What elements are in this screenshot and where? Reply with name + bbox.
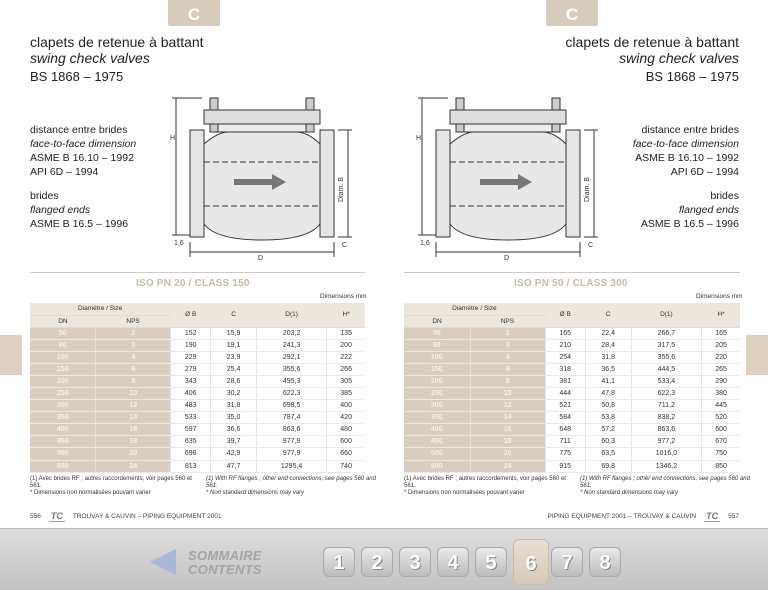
cell-nps: 14 (470, 412, 545, 424)
contents-label-en: CONTENTS (188, 562, 262, 577)
cell-c: 31,8 (211, 400, 257, 412)
cell-nps: 18 (470, 436, 545, 448)
cell-d: 787,4 (256, 412, 326, 424)
cell-c: 36,6 (211, 424, 257, 436)
cell-dn: 50 (30, 327, 96, 339)
cell-d: 622,3 (631, 387, 702, 399)
title-block (565, 34, 739, 85)
header-dn: DN (404, 315, 470, 327)
cell-dn: 450 (404, 436, 470, 448)
ends-en: flanged ends (30, 204, 91, 216)
chapter-button-4[interactable]: 4 (437, 547, 469, 577)
cell-h: 380 (702, 387, 740, 399)
cell-h: 740 (327, 460, 365, 472)
iso-class-title: ISO PN 50 / CLASS 300 (514, 278, 628, 289)
chapter-button-7[interactable]: 7 (551, 547, 583, 577)
cell-b: 533 (171, 412, 211, 424)
cell-nps: 4 (96, 351, 171, 363)
header-c: C (585, 303, 631, 327)
cell-c: 57,2 (585, 424, 631, 436)
tc-logo: TC (706, 511, 719, 521)
cell-c: 42,9 (211, 448, 257, 460)
cell-c: 15,9 (211, 327, 257, 339)
cell-nps: 3 (470, 339, 545, 351)
table-row (404, 363, 740, 375)
ftf-en: face-to-face dimension (30, 138, 137, 150)
cell-b: 343 (171, 375, 211, 387)
cell-dn: 600 (30, 460, 96, 472)
table-row (30, 363, 365, 375)
footer-text: TROUVAY & CAUVIN – PIPING EQUIPMENT 2001 (72, 513, 222, 520)
cell-d: 1295,4 (256, 460, 326, 472)
cell-nps: 12 (470, 400, 545, 412)
title-fr: clapets de retenue à battant (30, 34, 204, 50)
cell-b: 165 (545, 327, 585, 339)
cell-h: 200 (327, 339, 365, 351)
valve-drawing (168, 92, 358, 262)
cell-nps: 20 (96, 448, 171, 460)
cell-h: 600 (702, 424, 740, 436)
iso-class-title: ISO PN 20 / CLASS 150 (136, 278, 250, 289)
cell-h: 420 (327, 412, 365, 424)
valve-drawing (414, 92, 604, 262)
ftf-std2: API 6D – 1994 (670, 166, 739, 178)
side-index-tab (746, 335, 768, 375)
note-fr-2: * Dimensions non normalisées pouvant varier (404, 490, 525, 496)
cell-dn: 250 (404, 387, 470, 399)
cell-h: 222 (327, 351, 365, 363)
cell-dn: 80 (404, 339, 470, 351)
section-tab: C (546, 0, 598, 26)
cell-d: 977,9 (256, 436, 326, 448)
title-standard: BS 1868 – 1975 (645, 69, 739, 84)
table-row (30, 424, 365, 436)
cell-b: 444 (545, 387, 585, 399)
chapter-button-5[interactable]: 5 (475, 547, 507, 577)
chapter-button-8[interactable]: 8 (589, 547, 621, 577)
chapter-button-2[interactable]: 2 (361, 547, 393, 577)
table-row (30, 339, 365, 351)
dim-c-label: C (588, 242, 594, 249)
cell-nps: 8 (96, 375, 171, 387)
cell-dn: 150 (404, 363, 470, 375)
header-d: D(1) (631, 303, 702, 327)
table-row (30, 460, 365, 472)
cell-dn: 250 (30, 387, 96, 399)
cell-dn: 50 (404, 327, 470, 339)
cell-d: 1016,0 (631, 448, 702, 460)
cell-d: 711,2 (631, 400, 702, 412)
cell-b: 229 (171, 351, 211, 363)
table-row (30, 351, 365, 363)
cell-c: 53,8 (585, 412, 631, 424)
cell-h: 445 (702, 400, 740, 412)
right-page (384, 0, 768, 528)
cell-b: 406 (171, 387, 211, 399)
cell-nps: 16 (470, 424, 545, 436)
cell-c: 47,7 (211, 460, 257, 472)
cell-dn: 200 (404, 375, 470, 387)
side-index-tab (0, 335, 22, 375)
cell-b: 152 (171, 327, 211, 339)
cell-c: 69,8 (585, 460, 631, 472)
cell-b: 711 (545, 436, 585, 448)
dimension-table (30, 303, 365, 473)
cell-d: 977,2 (631, 436, 702, 448)
cell-nps: 6 (96, 363, 171, 375)
ftf-std2: API 6D – 1994 (30, 166, 99, 178)
chapter-navigation-bar (0, 528, 768, 590)
cell-h: 205 (702, 339, 740, 351)
page-number: 556 (30, 513, 41, 520)
title-block (30, 34, 204, 85)
cell-b: 648 (545, 424, 585, 436)
cell-b: 635 (171, 436, 211, 448)
cell-nps: 8 (470, 375, 545, 387)
ftf-fr: distance entre brides (30, 124, 128, 136)
cell-b: 698 (171, 448, 211, 460)
cell-d: 977,9 (256, 448, 326, 460)
title-en: swing check valves (619, 50, 739, 66)
page-footer (548, 511, 739, 522)
table-row (404, 460, 740, 472)
table-row (404, 436, 740, 448)
title-fr: clapets de retenue à battant (565, 34, 739, 50)
cell-c: 30,2 (211, 387, 257, 399)
cell-nps: 6 (470, 363, 545, 375)
cell-c: 39,7 (211, 436, 257, 448)
cell-h: 385 (327, 387, 365, 399)
cell-b: 813 (171, 460, 211, 472)
table-row (404, 412, 740, 424)
cell-b: 210 (545, 339, 585, 351)
back-arrow-icon[interactable] (150, 549, 176, 575)
title-standard: BS 1868 – 1975 (30, 69, 124, 84)
note-en-2: * Non standard dimensions may vary (580, 490, 679, 496)
cell-nps: 3 (96, 339, 171, 351)
table-row (30, 448, 365, 460)
cell-b: 483 (171, 400, 211, 412)
cell-dn: 150 (30, 363, 96, 375)
cell-h: 290 (702, 375, 740, 387)
cell-d: 355,6 (256, 363, 326, 375)
cell-b: 521 (545, 400, 585, 412)
section-divider (404, 272, 740, 273)
page-number: 557 (728, 513, 739, 520)
ends-fr: brides (30, 190, 59, 202)
spec-block (30, 123, 136, 231)
header-h: H* (702, 303, 740, 327)
cell-d: 533,4 (631, 375, 702, 387)
dimension-table (404, 303, 740, 473)
footer-text: PIPING EQUIPMENT 2001 – TROUVAY & CAUVIN (547, 513, 697, 520)
table-row (404, 339, 740, 351)
table-row (30, 387, 365, 399)
cell-dn: 500 (404, 448, 470, 460)
cell-c: 47,8 (585, 387, 631, 399)
cell-d: 863,6 (631, 424, 702, 436)
header-d: D(1) (256, 303, 326, 327)
cell-dn: 350 (404, 412, 470, 424)
cell-h: 305 (327, 375, 365, 387)
cell-d: 292,1 (256, 351, 326, 363)
chapter-button-1[interactable]: 1 (323, 547, 355, 577)
cell-b: 254 (545, 351, 585, 363)
section-divider (30, 272, 365, 273)
table-row (404, 400, 740, 412)
dim-flange-label: 1,6 (174, 240, 184, 247)
dim-d-label: D (504, 255, 510, 262)
cell-dn: 100 (30, 351, 96, 363)
cell-c: 28,6 (211, 375, 257, 387)
cell-b: 190 (171, 339, 211, 351)
cell-h: 850 (702, 460, 740, 472)
cell-dn: 350 (30, 412, 96, 424)
cell-d: 863,6 (256, 424, 326, 436)
cell-nps: 18 (96, 436, 171, 448)
cell-b: 584 (545, 412, 585, 424)
cell-d: 355,6 (631, 351, 702, 363)
cell-b: 775 (545, 448, 585, 460)
header-diam-size: Diamètre / Size (404, 303, 545, 315)
table-row (404, 375, 740, 387)
cell-d: 317,5 (631, 339, 702, 351)
contents-label-fr: SOMMAIRE (188, 548, 262, 563)
cell-c: 41,1 (585, 375, 631, 387)
cell-dn: 400 (404, 424, 470, 436)
cell-c: 63,5 (585, 448, 631, 460)
cell-d: 838,2 (631, 412, 702, 424)
cell-c: 19,1 (211, 339, 257, 351)
header-nps: NPS (470, 315, 545, 327)
table-row (30, 436, 365, 448)
cell-b: 279 (171, 363, 211, 375)
page-footer (30, 511, 222, 522)
cell-c: 28,4 (585, 339, 631, 351)
cell-nps: 16 (96, 424, 171, 436)
cell-dn: 500 (30, 448, 96, 460)
header-nps: NPS (96, 315, 171, 327)
note-en-2: * Non standard dimensions may vary (206, 490, 305, 496)
cell-d: 266,7 (631, 327, 702, 339)
note-en-1: (1) With RF flanges ; other end connections, see pages 560 and 561. (580, 476, 750, 489)
table-row (30, 375, 365, 387)
cell-d: 241,3 (256, 339, 326, 351)
note-fr-1: (1) Avec brides RF ; autres raccordements, voir pages 560 et 561. (404, 476, 566, 489)
table-row (404, 387, 740, 399)
header-c: C (211, 303, 257, 327)
cell-nps: 24 (470, 460, 545, 472)
dim-d-label: D (258, 255, 264, 262)
header-b: Ø B (171, 303, 211, 327)
note-en-1: (1) With RF flanges ; other end connections, see pages 560 and 561. (206, 476, 376, 489)
title-en: swing check valves (30, 50, 150, 66)
cell-nps: 24 (96, 460, 171, 472)
tc-logo: TC (50, 511, 63, 521)
cell-dn: 100 (404, 351, 470, 363)
cell-d: 495,3 (256, 375, 326, 387)
cell-dn: 200 (30, 375, 96, 387)
ftf-std1: ASME B 16.10 – 1992 (635, 152, 739, 164)
cell-h: 220 (702, 351, 740, 363)
dim-flange-label: 1,6 (420, 240, 430, 247)
dim-h-label: H (170, 135, 176, 142)
cell-h: 265 (702, 363, 740, 375)
cell-dn: 80 (30, 339, 96, 351)
cell-nps: 12 (96, 400, 171, 412)
cell-h: 520 (702, 412, 740, 424)
dim-diam-b-label: Diam. B (584, 177, 591, 202)
chapter-button-3[interactable]: 3 (399, 547, 431, 577)
dimension-unit: Dimensions mm (696, 293, 743, 300)
cell-c: 25,4 (211, 363, 257, 375)
cell-b: 597 (171, 424, 211, 436)
cell-h: 165 (702, 327, 740, 339)
note-fr-1: (1) Avec brides RF ; autres raccordements, voir pages 560 et 561. (30, 476, 192, 489)
chapter-button-6[interactable]: 6 (513, 539, 549, 585)
cell-nps: 20 (470, 448, 545, 460)
ends-en: flanged ends (678, 204, 739, 216)
ends-fr: brides (710, 190, 739, 202)
table-row (30, 400, 365, 412)
cell-dn: 300 (30, 400, 96, 412)
dim-diam-b-label: Diam. B (338, 177, 345, 202)
cell-b: 915 (545, 460, 585, 472)
header-h: H* (327, 303, 365, 327)
cell-nps: 10 (470, 387, 545, 399)
ends-std: ASME B 16.5 – 1996 (640, 218, 739, 230)
spec-block (633, 123, 739, 231)
cell-b: 318 (545, 363, 585, 375)
cell-d: 203,2 (256, 327, 326, 339)
cell-h: 135 (327, 327, 365, 339)
ftf-en: face-to-face dimension (632, 138, 739, 150)
header-b: Ø B (545, 303, 585, 327)
ftf-fr: distance entre brides (641, 124, 739, 136)
cell-nps: 4 (470, 351, 545, 363)
cell-c: 22,4 (585, 327, 631, 339)
cell-dn: 400 (30, 424, 96, 436)
table-row (404, 327, 740, 339)
cell-h: 660 (327, 448, 365, 460)
cell-h: 266 (327, 363, 365, 375)
cell-h: 400 (327, 400, 365, 412)
cell-c: 60,3 (585, 436, 631, 448)
cell-c: 23,9 (211, 351, 257, 363)
cell-dn: 300 (404, 400, 470, 412)
table-row (30, 412, 365, 424)
cell-d: 622,3 (256, 387, 326, 399)
table-row (404, 351, 740, 363)
header-diam-size: Diamètre / Size (30, 303, 171, 315)
table-row (30, 327, 365, 339)
note-fr-2: * Dimensions non normalisées pouvant varier (30, 490, 151, 496)
cell-h: 750 (702, 448, 740, 460)
dimension-unit: Dimensions mm (320, 293, 367, 300)
ftf-std1: ASME B 16.10 – 1992 (30, 152, 134, 164)
table-row (404, 448, 740, 460)
left-page (0, 0, 384, 528)
ends-std: ASME B 16.5 – 1996 (30, 218, 129, 230)
cell-nps: 10 (96, 387, 171, 399)
cell-nps: 2 (470, 327, 545, 339)
cell-d: 444,5 (631, 363, 702, 375)
table-row (404, 424, 740, 436)
cell-c: 31,8 (585, 351, 631, 363)
cell-dn: 600 (404, 460, 470, 472)
section-tab: C (168, 0, 220, 26)
cell-dn: 450 (30, 436, 96, 448)
cell-h: 600 (327, 436, 365, 448)
cell-b: 381 (545, 375, 585, 387)
cell-c: 50,8 (585, 400, 631, 412)
header-dn: DN (30, 315, 96, 327)
contents-link[interactable] (188, 549, 262, 577)
dim-c-label: C (342, 242, 348, 249)
cell-c: 35,0 (211, 412, 257, 424)
cell-c: 36,5 (585, 363, 631, 375)
cell-h: 480 (327, 424, 365, 436)
cell-d: 698,5 (256, 400, 326, 412)
cell-nps: 2 (96, 327, 171, 339)
cell-h: 670 (702, 436, 740, 448)
cell-d: 1346,2 (631, 460, 702, 472)
cell-nps: 14 (96, 412, 171, 424)
dim-h-label: H (416, 135, 422, 142)
